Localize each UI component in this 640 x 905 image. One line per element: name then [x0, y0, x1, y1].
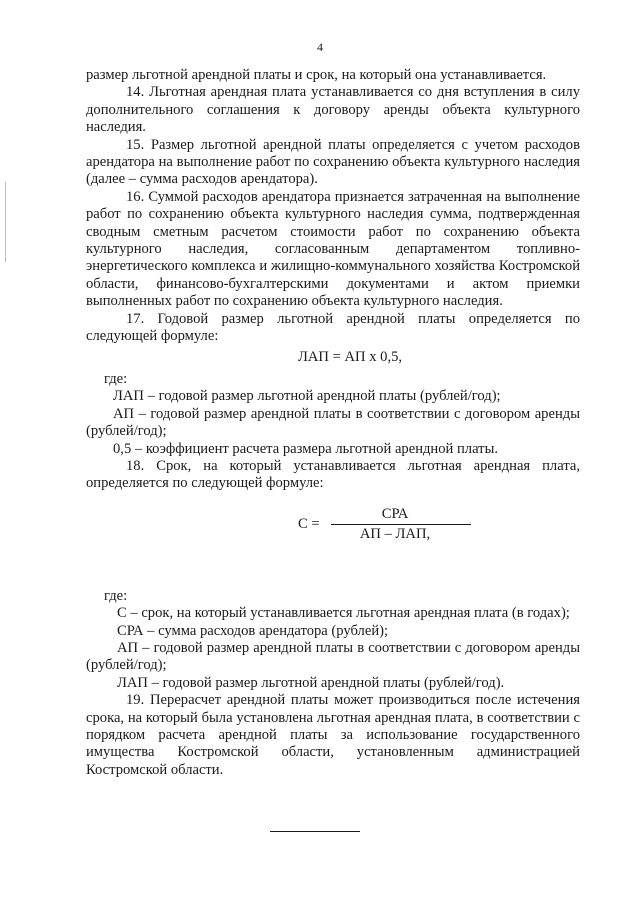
formula-term-fraction [331, 506, 459, 544]
paragraph-17: 17. Годовой размер льготной арендной платы определяется по следующей формуле: [86, 310, 580, 345]
definition-ap-2: АП – годовой размер арендной платы в соответствии с договором аренды (рублей/год); [86, 639, 580, 674]
paragraph-15: 15. Размер льготной арендной платы определяется с учетом расходов арендатора на выполнение работ по сохранению объекта культурного наследия (далее – сумма расходов арендатора). [86, 136, 580, 188]
scan-margin-mark [5, 182, 6, 262]
formula-term-denominator: АП – ЛАП, [359, 526, 431, 543]
paragraph-18: 18. Срок, на который устанавливается льготная арендная плата, определяется по следующей формуле: [86, 457, 580, 492]
definition-lap: ЛАП – годовой размер льготной арендной платы (рублей/год); [113, 388, 501, 405]
definition-ap: АП – годовой размер арендной платы в соответствии с договором аренды (рублей/год); [86, 405, 580, 440]
definition-lap-2: ЛАП – годовой размер льготной арендной платы (рублей/год). [117, 674, 505, 691]
formula-term-lhs: С = [298, 515, 320, 532]
definition-cpa: СРА – сумма расходов арендатора (рублей); [117, 622, 389, 639]
formula-term [86, 496, 580, 566]
definition-coefficient: 0,5 – коэффициент расчета размера льготной арендной платы. [113, 440, 499, 457]
formula-lap: ЛАП = АП х 0,5, [298, 348, 403, 365]
paragraph-19: 19. Перерасчет арендной платы может производиться после истечения срока, на который была установлена льготная арендная плата, в соответствии с порядком расчета арендной платы за использование государственного имущества Костромской области, установленным администрацией Костромской области. [86, 692, 580, 778]
closing-separator-line [270, 831, 360, 832]
formula-term-numerator: СРА [381, 505, 409, 522]
document-body [86, 67, 580, 779]
where-label-2: где: [104, 587, 128, 604]
paragraph-16: 16. Суммой расходов арендатора признается затраченная на выполнение работ по сохранению объекта культурного наследия сумма, подтвержденная сводным сметным расчетом стоимости работ по сохранению объекта культурного наследия, согласованным департаментом топливно-энергетического комплекса и жилищно-коммунального хозяйства Костромской области, финансово-бухгалтерскими документами и актом приемки выполненных работ по сохранению объекта культурного наследия. [86, 188, 580, 310]
page-number: 4 [317, 40, 323, 54]
definition-c: С – срок, на который устанавливается льготная арендная плата (в годах); [117, 605, 570, 622]
where-label-1: где: [104, 370, 128, 387]
paragraph-intro-tail: размер льготной арендной платы и срок, на который она устанавливается. [86, 67, 547, 83]
paragraph-14: 14. Льготная арендная плата устанавливается со дня вступления в силу дополнительного соглашения к договору аренды объекта культурного наследия. [86, 84, 580, 136]
fraction-bar [331, 524, 471, 525]
